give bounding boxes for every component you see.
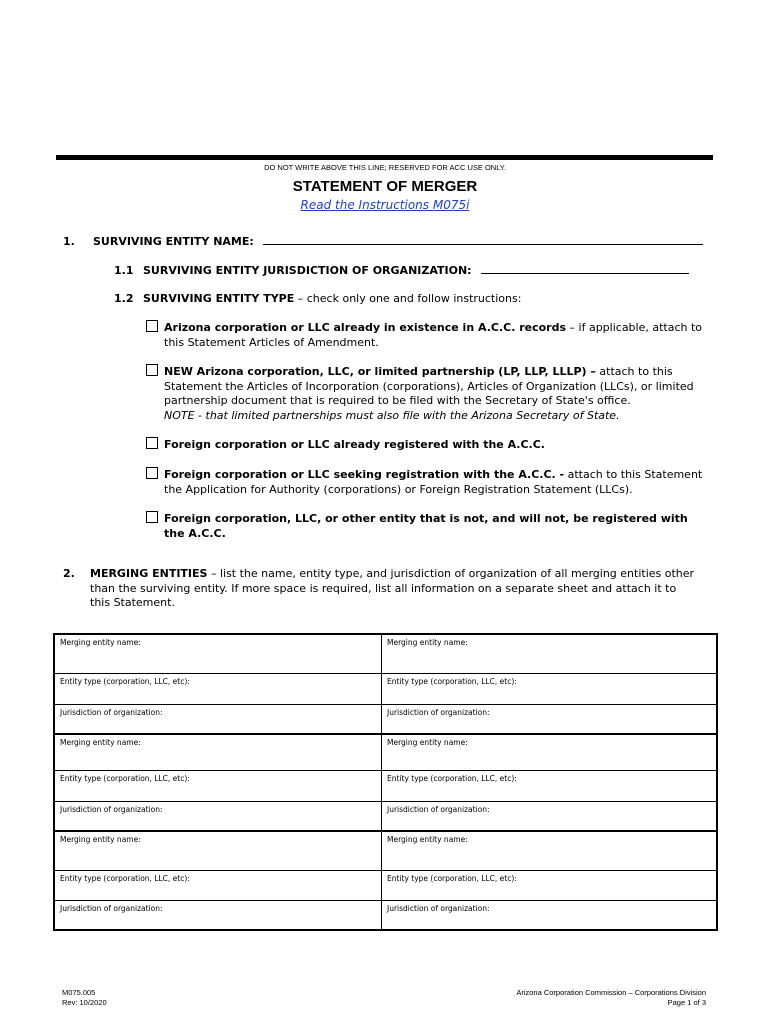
option-new-arizona-line-2: partnership document that is required to be filed with the Secretary of State's office. <box>164 394 631 407</box>
cell-label: Entity type (corporation, LLC, etc): <box>387 677 517 686</box>
cell-label: Merging entity name: <box>60 638 141 647</box>
footer-left <box>62 988 107 1008</box>
cell-label: Jurisdiction of organization: <box>60 708 163 717</box>
entity-type-hint: – check only one and follow instructions: <box>294 292 522 305</box>
cell-label: Jurisdiction of organization: <box>387 805 490 814</box>
option-foreign-registered-title: Foreign corporation or LLC already registered with the A.C.C. <box>164 438 545 451</box>
surviving-entity-name-field[interactable] <box>263 243 703 245</box>
cell-label: Merging entity name: <box>60 835 141 844</box>
cell-label: Merging entity name: <box>387 835 468 844</box>
section-1-number: 1. <box>63 235 75 248</box>
option-foreign-unregistered-title: Foreign corporation, LLC, or other entity that is not, and will not, be registered with <box>164 512 688 525</box>
entity-6-type-field[interactable] <box>382 871 716 900</box>
option-foreign-seeking <box>164 468 724 497</box>
entity-5-type-field[interactable] <box>55 871 381 900</box>
cell-label: Merging entity name: <box>60 738 141 747</box>
reserved-notice: DO NOT WRITE ABOVE THIS LINE; RESERVED FOR ACC USE ONLY. <box>264 163 506 172</box>
entity-1-jurisdiction-field[interactable] <box>55 705 381 733</box>
entity-2-name-field[interactable] <box>382 635 716 673</box>
option-new-arizona-line-1: Statement the Articles of Incorporation (corporations), Articles of Organization (LLCs), or limited <box>164 379 694 393</box>
page-title: STATEMENT OF MERGER <box>292 178 478 195</box>
entity-5-name-field[interactable] <box>55 832 381 870</box>
option-arizona-existing-title: Arizona corporation or LLC already in existence in A.C.C. records <box>164 321 567 334</box>
option-arizona-existing <box>164 321 724 350</box>
entity-3-name-field[interactable] <box>55 735 381 770</box>
option-arizona-existing-checkbox[interactable] <box>146 320 158 332</box>
option-new-arizona-text: attach to this <box>595 365 673 378</box>
entity-3-type-field[interactable] <box>55 771 381 801</box>
sub-1-2-number: 1.2 <box>114 292 134 305</box>
reserved-divider-line <box>56 155 713 160</box>
entity-3-jurisdiction-field[interactable] <box>55 802 381 830</box>
option-new-arizona-note: NOTE - that limited partnerships must also file with the Arizona Secretary of State. <box>164 408 620 422</box>
entity-type-row <box>114 292 521 307</box>
cell-label: Jurisdiction of organization: <box>60 904 163 913</box>
option-new-arizona <box>164 365 724 423</box>
form-number: M075.005 <box>62 988 96 997</box>
footer-right <box>516 988 706 1008</box>
entity-type-label: SURVIVING ENTITY TYPE <box>143 292 295 305</box>
instructions-link[interactable]: Read the Instructions M075i <box>300 198 470 212</box>
cell-label: Entity type (corporation, LLC, etc): <box>60 774 190 783</box>
option-foreign-unregistered-checkbox[interactable] <box>146 511 158 523</box>
entity-2-type-field[interactable] <box>382 674 716 704</box>
option-foreign-seeking-line: the Application for Authority (corporations) or Foreign Registration Statement (LLCs). <box>164 482 633 496</box>
merging-entities-table <box>53 633 718 931</box>
section-2-number: 2. <box>63 567 75 580</box>
jurisdiction-field[interactable] <box>481 272 689 274</box>
cell-label: Entity type (corporation, LLC, etc): <box>387 874 517 883</box>
entity-5-jurisdiction-field[interactable] <box>55 901 381 929</box>
entity-6-name-field[interactable] <box>382 832 716 870</box>
entity-1-name-field[interactable] <box>55 635 381 673</box>
cell-label: Entity type (corporation, LLC, etc): <box>60 677 190 686</box>
option-foreign-registered-checkbox[interactable] <box>146 437 158 449</box>
option-arizona-existing-line: this Statement Articles of Amendment. <box>164 335 379 349</box>
jurisdiction-label: SURVIVING ENTITY JURISDICTION OF ORGANIZATION: <box>143 264 472 277</box>
jurisdiction-row <box>114 264 689 279</box>
entity-6-jurisdiction-field[interactable] <box>382 901 716 929</box>
option-foreign-seeking-text: attach to this Statement <box>564 468 703 481</box>
option-new-arizona-title: NEW Arizona corporation, LLC, or limited partnership (LP, LLP, LLLP) – <box>164 365 596 378</box>
option-foreign-unregistered <box>164 512 724 541</box>
sub-1-1-number: 1.1 <box>114 264 134 277</box>
cell-label: Merging entity name: <box>387 738 468 747</box>
cell-label: Merging entity name: <box>387 638 468 647</box>
cell-label: Jurisdiction of organization: <box>387 904 490 913</box>
entity-4-jurisdiction-field[interactable] <box>382 802 716 830</box>
entity-4-type-field[interactable] <box>382 771 716 801</box>
cell-label: Entity type (corporation, LLC, etc): <box>60 874 190 883</box>
option-arizona-existing-text: – if applicable, attach to <box>566 321 703 334</box>
merging-entities-label: MERGING ENTITIES <box>90 567 208 580</box>
entity-1-type-field[interactable] <box>55 674 381 704</box>
agency-name: Arizona Corporation Commission – Corporations Division <box>516 988 706 997</box>
option-foreign-seeking-title: Foreign corporation or LLC seeking registration with the A.C.C. - <box>164 468 565 481</box>
cell-label: Jurisdiction of organization: <box>60 805 163 814</box>
option-foreign-unregistered-line: the A.C.C. <box>164 526 226 540</box>
merging-entities-instructions <box>90 567 694 611</box>
merging-entities-line-2: than the surviving entity. If more space is required, list all information on a separate sheet and attach it to <box>90 581 677 595</box>
surviving-entity-name-row <box>93 235 703 250</box>
entity-4-name-field[interactable] <box>382 735 716 770</box>
option-new-arizona-checkbox[interactable] <box>146 364 158 376</box>
merging-entities-line-3: this Statement. <box>90 596 175 609</box>
option-foreign-seeking-checkbox[interactable] <box>146 467 158 479</box>
revision-date: Rev: 10/2020 <box>62 998 107 1007</box>
page-number: Page 1 of 3 <box>667 998 706 1007</box>
option-foreign-registered <box>164 438 724 453</box>
cell-label: Entity type (corporation, LLC, etc): <box>387 774 517 783</box>
surviving-entity-name-label: SURVIVING ENTITY NAME: <box>93 235 254 248</box>
cell-label: Jurisdiction of organization: <box>387 708 490 717</box>
merging-entities-line-1: – list the name, entity type, and jurisdiction of organization of all merging entities other <box>207 567 695 580</box>
entity-2-jurisdiction-field[interactable] <box>382 705 716 733</box>
